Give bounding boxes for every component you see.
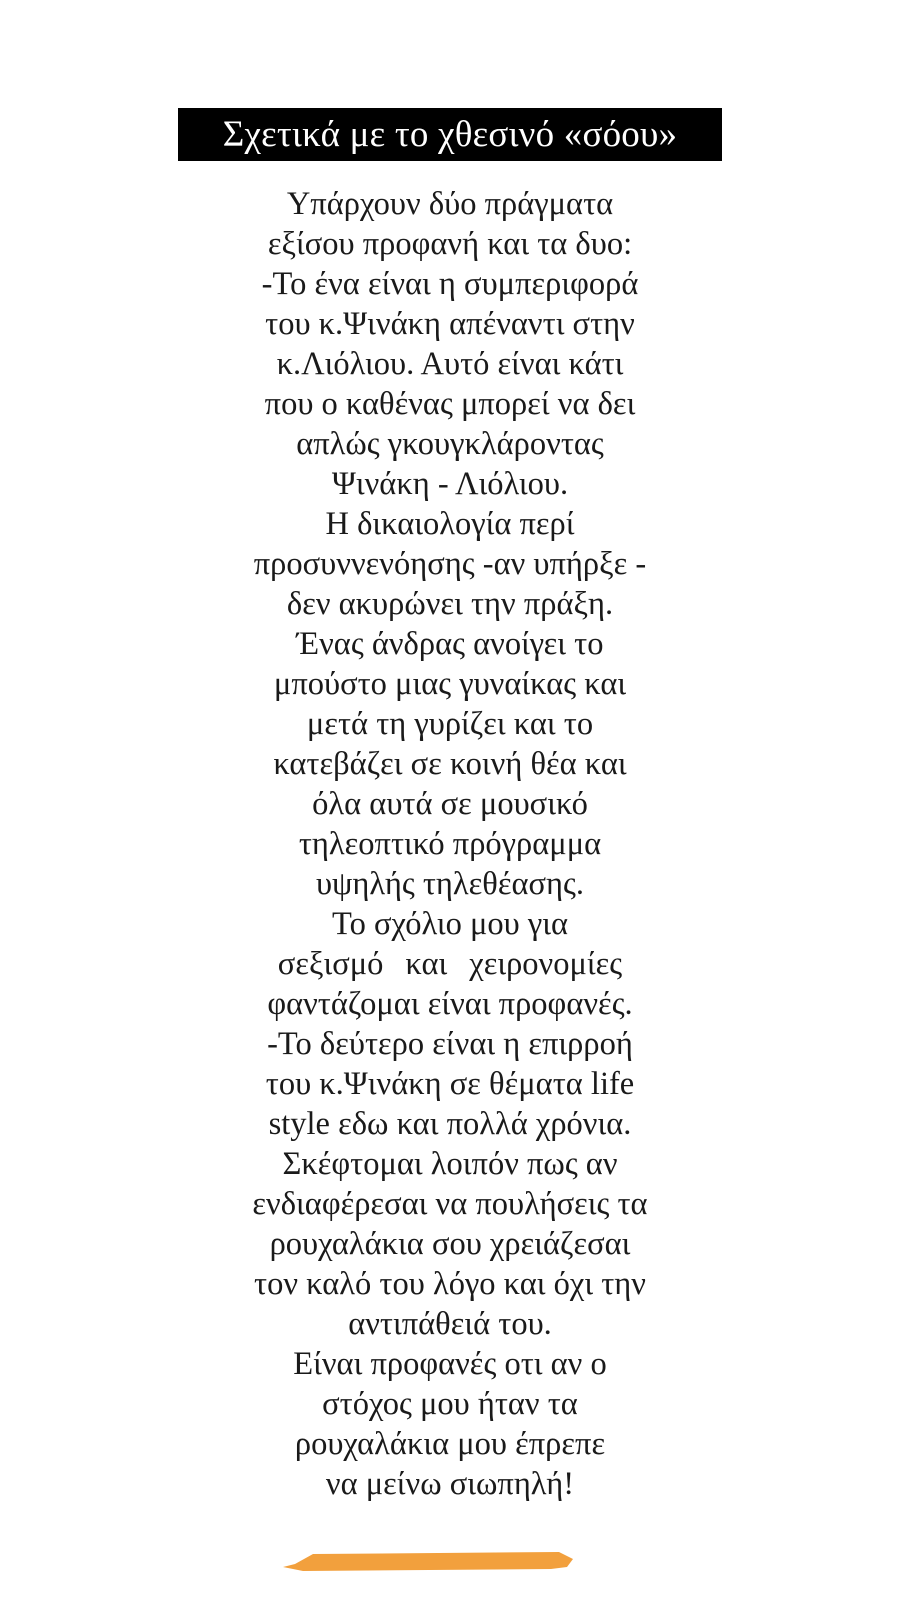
title-banner xyxy=(178,108,722,161)
text-line: φαντάζομαι είναι προφανές. xyxy=(267,986,633,1022)
text-line: -Το δεύτερο είναι η επιρροή xyxy=(267,1026,633,1062)
text-line-justified xyxy=(225,944,675,984)
text-line: τον καλό του λόγο και όχι την xyxy=(254,1266,646,1302)
body-text xyxy=(225,184,675,1504)
text-line: ρουχαλάκια μου έπρεπε xyxy=(294,1426,606,1462)
text-line: προσυννενόησης -αν υπήρξε - xyxy=(253,546,647,582)
text-line: Ένας άνδρας ανοίγει το xyxy=(296,626,604,662)
text-line: απλώς γκουγκλάροντας xyxy=(296,426,604,462)
text-line: μετά τη γυρίζει και το xyxy=(306,706,594,742)
text-word: και xyxy=(405,946,448,982)
text-line: να μείνω σιωπηλή! xyxy=(325,1466,575,1502)
text-line: Είναι προφανές οτι αν ο xyxy=(293,1346,607,1382)
text-line: Σκέφτομαι λοιπόν πως αν xyxy=(282,1146,618,1182)
text-line: κ.Λιόλιου. Αυτό είναι κάτι xyxy=(276,346,624,382)
text-line: που ο καθένας μπορεί να δει xyxy=(264,386,636,422)
text-word: σεξισμό xyxy=(277,946,384,982)
stroke-shape xyxy=(283,1552,573,1571)
text-line: ρουχαλάκια σου χρειάζεσαι xyxy=(269,1226,631,1262)
text-line: υψηλής τηλεθέασης. xyxy=(315,866,585,902)
text-line: Το σχόλιο μου για xyxy=(332,906,568,942)
orange-highlighter-stroke xyxy=(283,1550,573,1572)
text-line: τηλεοπτικό πρόγραμμα xyxy=(298,826,602,862)
text-line: εξίσου προφανή και τα δυο: xyxy=(267,226,633,262)
text-line: ενδιαφέρεσαι να πουλήσεις τα xyxy=(252,1186,648,1222)
text-line: του κ.Ψινάκη απέναντι στην xyxy=(265,306,635,342)
text-line: του κ.Ψινάκη σε θέματα life xyxy=(265,1066,635,1102)
text-line: Υπάρχουν δύο πράγματα xyxy=(286,186,614,222)
page-title: Σχετικά με το χθεσινό «σόου» xyxy=(222,114,678,155)
text-word: χειρονομίες xyxy=(469,946,623,982)
text-line: -Το ένα είναι η συμπεριφορά xyxy=(261,266,639,302)
text-line: Ψινάκη - Λιόλιου. xyxy=(331,466,569,502)
text-line: κατεβάζει σε κοινή θέα και xyxy=(273,746,627,782)
text-line: στόχος μου ήταν τα xyxy=(322,1386,578,1422)
text-line: style εδω και πολλά χρόνια. xyxy=(268,1106,632,1142)
text-line: Η δικαιολογία περί xyxy=(325,506,575,542)
text-line: όλα αυτά σε μουσικό xyxy=(312,786,588,822)
text-line: αντιπάθειά του. xyxy=(348,1306,552,1342)
text-line: δεν ακυρώνει την πράξη. xyxy=(286,586,614,622)
text-line: μπούστο μιας γυναίκας και xyxy=(273,666,627,702)
